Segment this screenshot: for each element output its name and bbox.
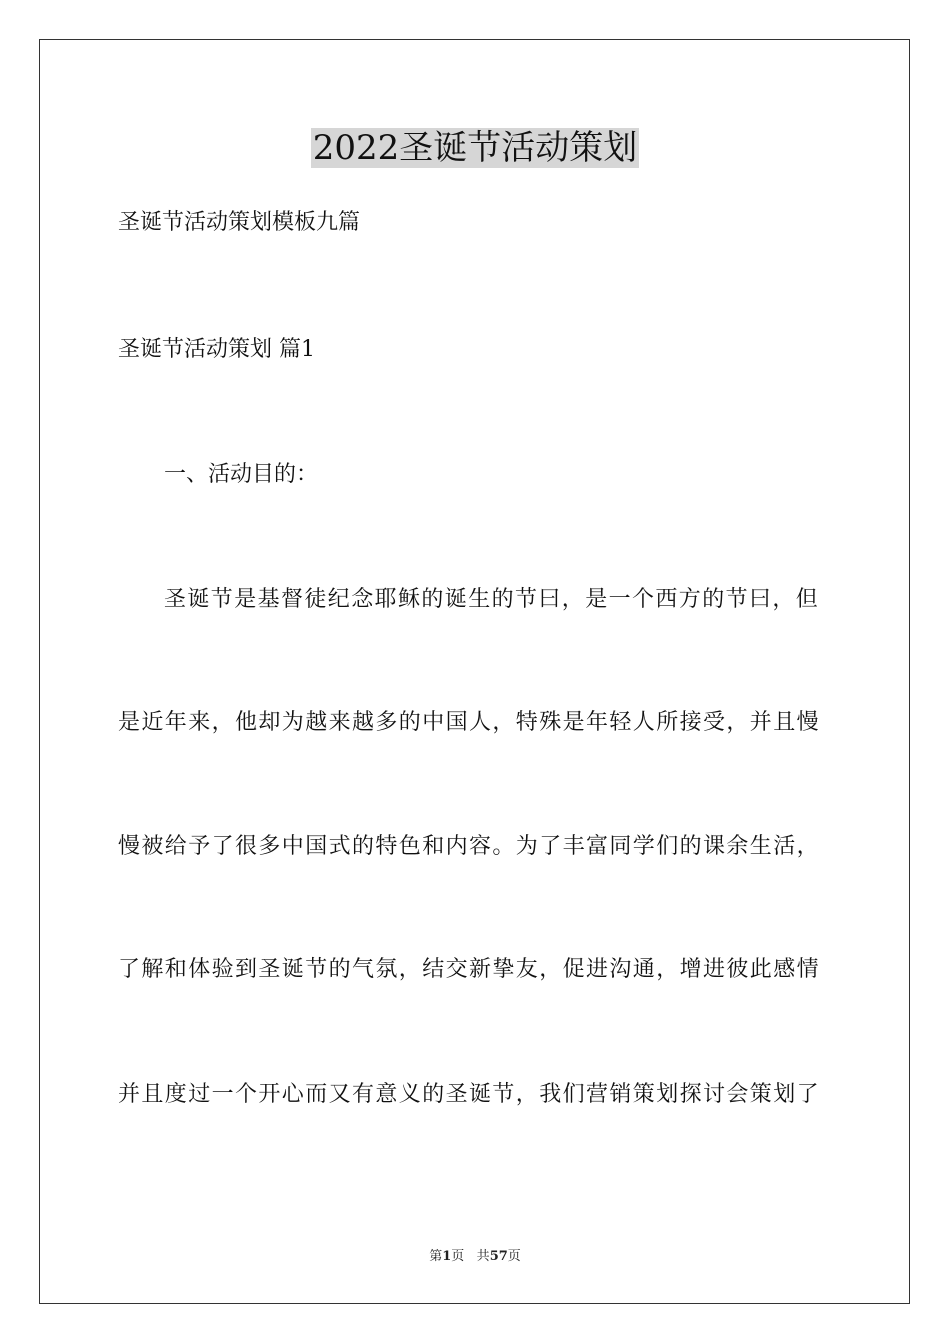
paragraph-line: 慢被给予了很多中国式的特色和内容。为了丰富同学们的课余生活， bbox=[118, 834, 821, 859]
page-number: 1 bbox=[442, 1249, 452, 1264]
item-heading: 一、活动目的： bbox=[164, 462, 319, 487]
paragraph-line: 了解和体验到圣诞节的气氛，结交新挚友，促进沟通，增进彼此感情 bbox=[118, 957, 821, 982]
paragraph-line: 圣诞节是基督徒纪念耶稣的诞生的节曰，是一个西方的节曰，但 bbox=[164, 587, 820, 612]
page-footer bbox=[0, 1248, 950, 1266]
document-title-text: 2022圣诞节活动策划 bbox=[312, 128, 638, 168]
section-heading: 圣诞节活动策划 篇1 bbox=[118, 337, 315, 362]
total-prefix: 共 bbox=[476, 1249, 490, 1264]
total-pages: 57 bbox=[489, 1249, 508, 1264]
paragraph-line: 并且度过一个开心而又有意义的圣诞节，我们营销策划探讨会策划了 bbox=[118, 1082, 821, 1107]
page-prefix: 第 bbox=[429, 1249, 443, 1264]
paragraph-line: 是近年来，他却为越来越多的中国人，特殊是年轻人所接受，并且慢 bbox=[118, 710, 821, 735]
total-suffix: 页 bbox=[507, 1249, 521, 1264]
document-title bbox=[0, 124, 950, 172]
page-suffix: 页 bbox=[451, 1249, 465, 1264]
document-subtitle: 圣诞节活动策划模板九篇 bbox=[118, 210, 361, 235]
